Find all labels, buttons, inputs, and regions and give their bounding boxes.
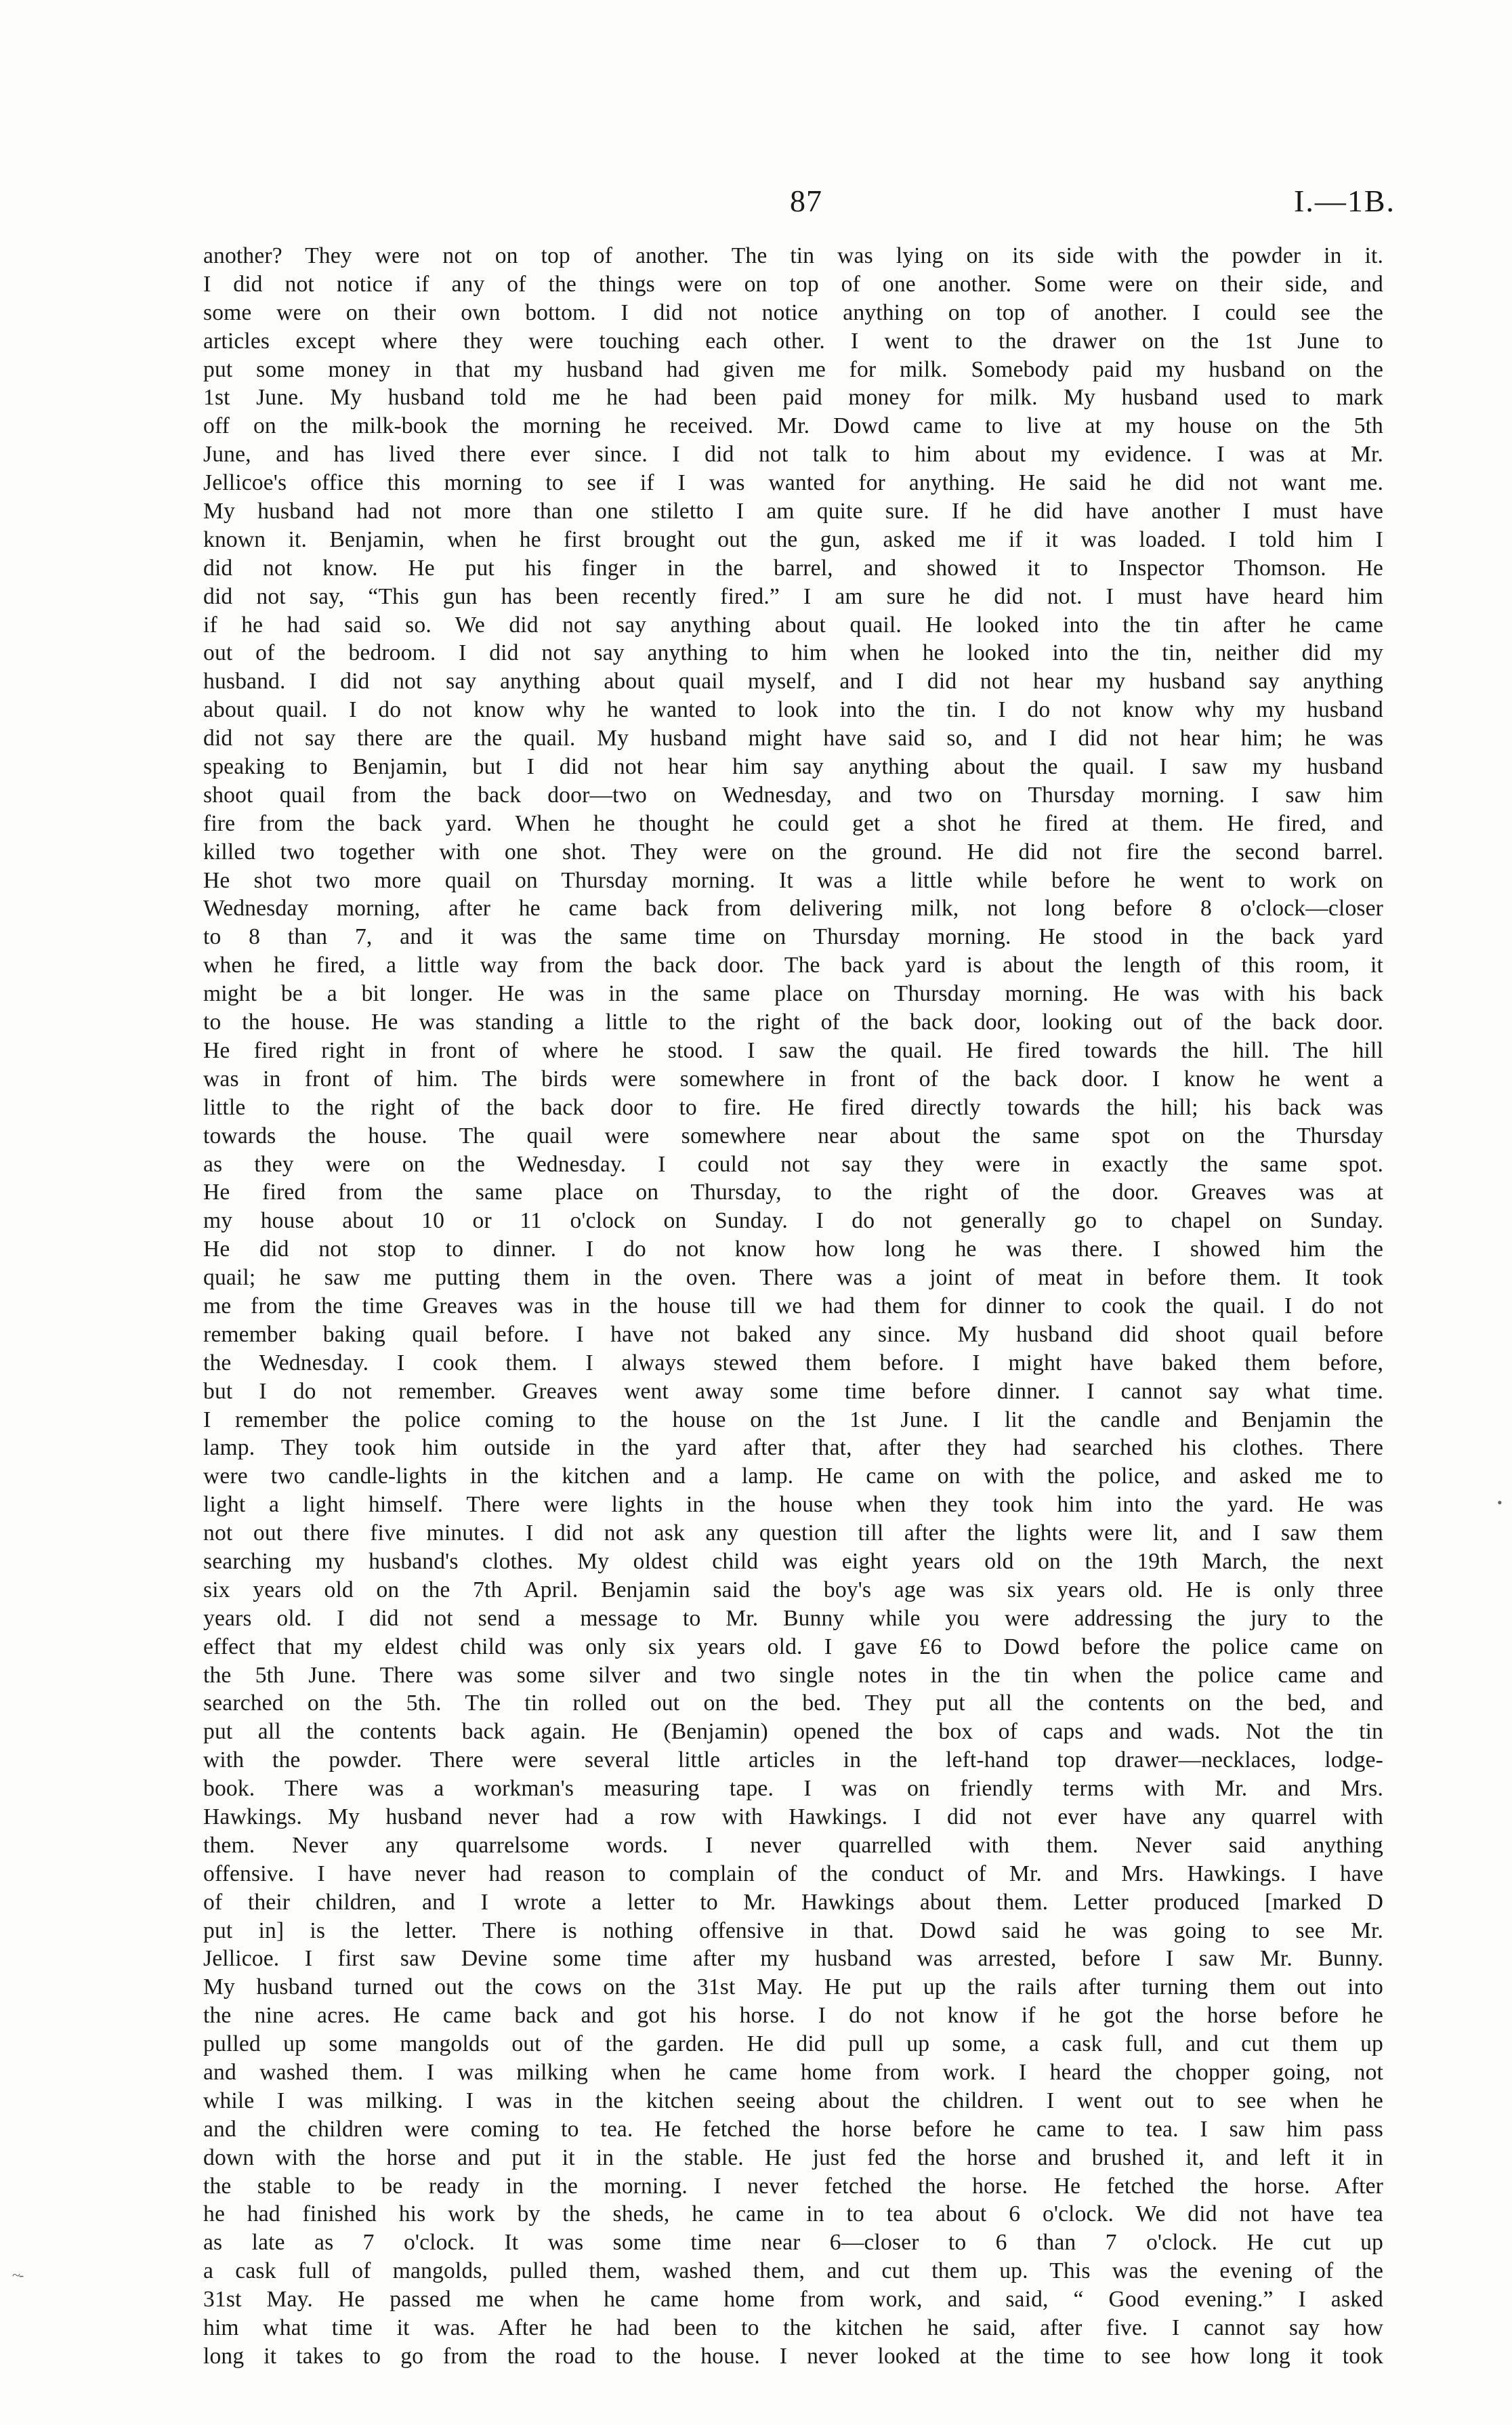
text-line: shoot quail from the back door—two on Wednesday, and two on Thursday morning. I saw him: [203, 782, 1383, 808]
text-line: did not say there are the quail. My husband might have said so, and I did not hear him; he was: [203, 726, 1383, 751]
text-line: and the children were coming to tea. He fetched the horse before he came to tea. I saw him pass: [203, 2116, 1383, 2142]
text-line: Jellicoe's office this morning to see if I was wanted for anything. He said he did not want me.: [203, 470, 1383, 496]
text-line: the stable to be ready in the morning. I never fetched the horse. He fetched the horse. After: [203, 2173, 1383, 2199]
text-line: with the powder. There were several little articles in the left-hand top drawer—necklaces, lodge-: [203, 1747, 1383, 1773]
text-line: Hawkings. My husband never had a row with Hawkings. I did not ever have any quarrel with: [203, 1804, 1383, 1829]
text-line: put some money in that my husband had given me for milk. Somebody paid my husband on the: [203, 356, 1383, 382]
text-line: a cask full of mangolds, pulled them, washed them, and cut them up. This was the evening of the: [203, 2258, 1383, 2284]
text-line: as late as 7 o'clock. It was some time near 6—closer to 6 than 7 o'clock. He cut up: [203, 2230, 1383, 2256]
text-line: was in front of him. The birds were somewhere in front of the back door. I know he went a: [203, 1066, 1383, 1092]
margin-mark-left: ~-: [12, 2266, 23, 2283]
text-line: might be a bit longer. He was in the same place on Thursday morning. He was with his back: [203, 981, 1383, 1007]
text-line: did not say, “This gun has been recently fired.” I am sure he did not. I must have heard him: [203, 583, 1383, 609]
text-line: as they were on the Wednesday. I could not say they were in exactly the same spot.: [203, 1151, 1383, 1177]
text-line: book. There was a workman's measuring tape. I was on friendly terms with Mr. and Mrs.: [203, 1776, 1383, 1802]
text-line: not out there five minutes. I did not ask any question till after the lights were lit, and I saw them: [203, 1520, 1383, 1546]
text-line: He fired from the same place on Thursday, to the right of the door. Greaves was at: [203, 1180, 1383, 1205]
text-line: remember baking quail before. I have not baked any since. My husband did shoot quail before: [203, 1321, 1383, 1347]
text-line: him what time it was. After he had been to the kitchen he said, after five. I cannot say how: [203, 2315, 1383, 2341]
text-line: the Wednesday. I cook them. I always stewed them before. I might have baked them before,: [203, 1350, 1383, 1375]
text-line: down with the horse and put it in the stable. He just fed the horse and brushed it, and left it in: [203, 2144, 1383, 2170]
text-line: them. Never any quarrelsome words. I never quarrelled with them. Never said anything: [203, 1832, 1383, 1858]
text-line: my house about 10 or 11 o'clock on Sunday. I do not generally go to chapel on Sunday.: [203, 1208, 1383, 1234]
text-line: searching my husband's clothes. My oldest child was eight years old on the 19th March, the next: [203, 1548, 1383, 1574]
text-line: while I was milking. I was in the kitchen seeing about the children. I went out to see when he: [203, 2088, 1383, 2113]
text-line: He did not stop to dinner. I do not know how long he was there. I showed him the: [203, 1237, 1383, 1262]
text-line: another? They were not on top of another. The tin was lying on its side with the powder in it.: [203, 243, 1383, 268]
margin-mark-right: •: [1497, 1494, 1503, 1511]
text-line: killed two together with one shot. They were on the ground. He did not fire the second barrel.: [203, 839, 1383, 865]
text-line: quail; he saw me putting them in the oven. There was a joint of meat in before them. It took: [203, 1265, 1383, 1291]
text-line: and washed them. I was milking when he came home from work. I heard the chopper going, not: [203, 2060, 1383, 2085]
text-line: articles except where they were touching each other. I went to the drawer on the 1st June to: [203, 328, 1383, 354]
text-line: June, and has lived there ever since. I did not talk to him about my evidence. I was at Mr.: [203, 442, 1383, 468]
text-line: speaking to Benjamin, but I did not hear him say anything about the quail. I saw my husband: [203, 754, 1383, 780]
text-line: of their children, and I wrote a letter to Mr. Hawkings about them. Letter produced [marked D: [203, 1889, 1383, 1915]
text-line: offensive. I have never had reason to complain of the conduct of Mr. and Mrs. Hawkings. I have: [203, 1861, 1383, 1886]
text-line: out of the bedroom. I did not say anything to him when he looked into the tin, neither did my: [203, 640, 1383, 666]
text-line: searched on the 5th. The tin rolled out on the bed. They put all the contents on the bed, and: [203, 1691, 1383, 1716]
text-line: were two candle-lights in the kitchen and a lamp. He came on with the police, and asked me to: [203, 1464, 1383, 1489]
section-reference: I.—1B.: [1294, 184, 1395, 218]
text-line: lamp. They took him outside in the yard after that, after they had searched his clothes. There: [203, 1435, 1383, 1461]
text-line: the nine acres. He came back and got his horse. I do not know if he got the horse before he: [203, 2003, 1383, 2029]
text-line: when he fired, a little way from the back door. The back yard is about the length of this room, it: [203, 953, 1383, 978]
text-line: put in] is the letter. There is nothing offensive in that. Dowd said he was going to see Mr.: [203, 1918, 1383, 1943]
text-line: Wednesday morning, after he came back from delivering milk, not long before 8 o'clock—closer: [203, 896, 1383, 921]
text-line: known it. Benjamin, when he first brought out the gun, asked me if it was loaded. I told him I: [203, 526, 1383, 552]
text-line: He shot two more quail on Thursday morning. It was a little while before he went to work on: [203, 867, 1383, 893]
text-line: towards the house. The quail were somewhere near about the same spot on the Thursday: [203, 1123, 1383, 1148]
text-line: My husband had not more than one stiletto I am quite sure. If he did have another I must have: [203, 499, 1383, 524]
text-line: to 8 than 7, and it was the same time on Thursday morning. He stood in the back yard: [203, 924, 1383, 950]
text-line: he had finished his work by the sheds, he came in to tea about 6 o'clock. We did not have tea: [203, 2201, 1383, 2227]
text-line: if he had said so. We did not say anything about quail. He looked into the tin after he came: [203, 612, 1383, 638]
text-line: some were on their own bottom. I did not notice anything on top of another. I could see the: [203, 299, 1383, 325]
text-line: I did not notice if any of the things were on top of one another. Some were on their side, and: [203, 271, 1383, 297]
body-text: [203, 242, 1383, 2371]
text-line: light a light himself. There were lights in the house when they took him into the yard. He was: [203, 1492, 1383, 1518]
text-line: I remember the police coming to the house on the 1st June. I lit the candle and Benjamin the: [203, 1407, 1383, 1432]
text-line: little to the right of the back door to fire. He fired directly towards the hill; his back was: [203, 1094, 1383, 1120]
text-line: 31st May. He passed me when he came home from work, and said, “ Good evening.” I asked: [203, 2287, 1383, 2313]
text-line: the 5th June. There was some silver and two single notes in the tin when the police came and: [203, 1662, 1383, 1688]
text-line: long it takes to go from the road to the house. I never looked at the time to see how long it took: [203, 2343, 1383, 2369]
text-line: me from the time Greaves was in the house till we had them for dinner to cook the quail. I do not: [203, 1293, 1383, 1319]
text-line: My husband turned out the cows on the 31st May. He put up the rails after turning them out into: [203, 1974, 1383, 2000]
text-line: six years old on the 7th April. Benjamin said the boy's age was six years old. He is only three: [203, 1577, 1383, 1602]
text-line: Jellicoe. I first saw Devine some time after my husband was arrested, before I saw Mr. Bunny.: [203, 1946, 1383, 1972]
page-number: 87: [790, 184, 822, 218]
text-line: 1st June. My husband told me he had been paid money for milk. My husband used to mark: [203, 385, 1383, 411]
text-line: did not know. He put his finger in the barrel, and showed it to Inspector Thomson. He: [203, 555, 1383, 581]
text-line: off on the milk-book the morning he received. Mr. Dowd came to live at my house on the 5th: [203, 413, 1383, 439]
text-line: years old. I did not send a message to Mr. Bunny while you were addressing the jury to the: [203, 1605, 1383, 1631]
text-line: but I do not remember. Greaves went away some time before dinner. I cannot say what time.: [203, 1378, 1383, 1404]
text-line: effect that my eldest child was only six years old. I gave £6 to Dowd before the police came on: [203, 1634, 1383, 1659]
text-line: He fired right in front of where he stood. I saw the quail. He fired towards the hill. The hill: [203, 1037, 1383, 1063]
text-line: husband. I did not say anything about quail myself, and I did not hear my husband say anything: [203, 669, 1383, 695]
text-line: to the house. He was standing a little to the right of the back door, looking out of the back door.: [203, 1010, 1383, 1035]
text-line: fire from the back yard. When he thought he could get a shot he fired at them. He fired, and: [203, 810, 1383, 836]
text-line: pulled up some mangolds out of the garden. He did pull up some, a cask full, and cut them up: [203, 2031, 1383, 2057]
text-line: put all the contents back again. He (Benjamin) opened the box of caps and wads. Not the tin: [203, 1719, 1383, 1745]
text-line: about quail. I do not know why he wanted to look into the tin. I do not know why my husband: [203, 697, 1383, 723]
